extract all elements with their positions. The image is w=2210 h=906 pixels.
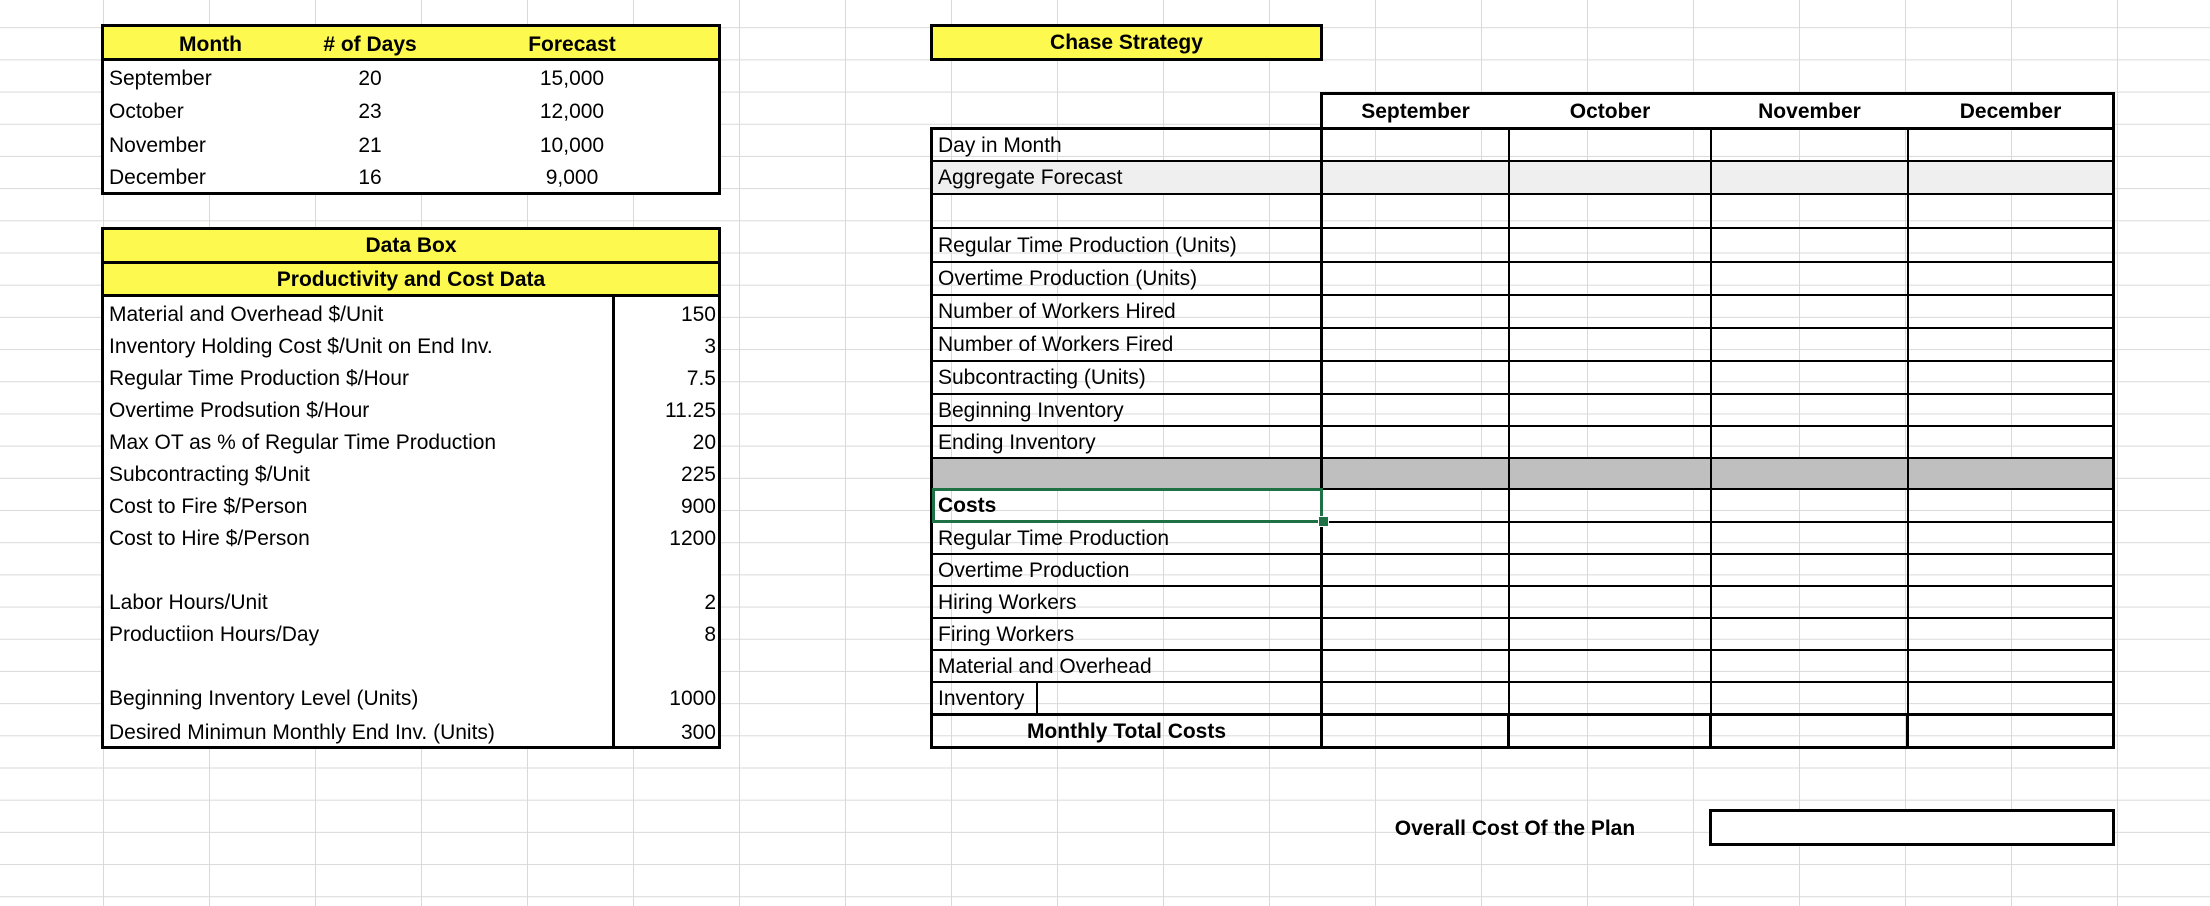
data-box-label[interactable]: Desired Minimun Monthly End Inv. (Units) — [109, 720, 495, 744]
chase-row-label[interactable]: Regular Time Production (Units) — [938, 233, 1237, 257]
forecast-value-cell[interactable]: 15,000 — [539, 66, 605, 90]
chase-month-december[interactable]: December — [1959, 99, 2062, 123]
overall-cost-input[interactable] — [1709, 809, 2115, 846]
chase-month-september[interactable]: September — [1361, 99, 1470, 123]
costs-header-cell[interactable]: Costs — [938, 494, 997, 517]
data-box-value[interactable]: 1000 — [669, 686, 716, 710]
total-cell-divider — [1709, 713, 1712, 749]
data-box-label[interactable]: Cost to Hire $/Person — [109, 526, 310, 550]
forecast-header-month[interactable]: Month — [179, 32, 242, 56]
forecast-month-cell[interactable]: September — [109, 66, 212, 90]
chase-month-november[interactable]: November — [1758, 99, 1861, 123]
forecast-value-cell[interactable]: 12,000 — [539, 99, 605, 123]
monthly-total-label[interactable]: Monthly Total Costs — [1026, 719, 1227, 743]
data-box-value[interactable]: 150 — [680, 302, 716, 326]
cost-row-label[interactable]: Material and Overhead — [938, 654, 1152, 678]
data-box-value[interactable]: 8 — [704, 622, 716, 646]
total-cell-divider — [1507, 713, 1510, 749]
data-box-subtitle-divider — [101, 294, 721, 297]
forecast-header-forecast[interactable]: Forecast — [528, 32, 616, 56]
chase-row-label[interactable]: Overtime Production (Units) — [938, 267, 1198, 290]
overall-cost-label[interactable]: Overall Cost Of the Plan — [1394, 816, 1636, 840]
data-box-value[interactable]: 7.5 — [686, 366, 716, 390]
grid-row-line — [930, 457, 2115, 459]
chase-row-label[interactable]: Subcontracting (Units) — [938, 366, 1146, 389]
data-box-label[interactable]: Subcontracting $/Unit — [109, 462, 310, 486]
data-box-subtitle[interactable]: Productivity and Cost Data — [104, 264, 718, 294]
forecast-value-cell[interactable]: 10,000 — [539, 133, 605, 157]
data-box-value[interactable]: 2 — [704, 590, 716, 614]
forecast-days-cell[interactable]: 20 — [358, 66, 382, 90]
forecast-days-cell[interactable]: 16 — [358, 165, 382, 189]
forecast-days-cell[interactable]: 23 — [358, 99, 382, 123]
cost-row-label[interactable]: Inventory — [938, 686, 1025, 710]
forecast-days-cell[interactable]: 21 — [358, 133, 382, 157]
forecast-month-cell[interactable]: November — [109, 133, 206, 157]
chase-title[interactable]: Chase Strategy — [1050, 31, 1203, 54]
cost-row-label[interactable]: Overtime Production — [938, 558, 1130, 582]
total-cell-divider — [1906, 713, 1909, 749]
grid-row-line — [930, 193, 2115, 195]
data-box-title[interactable]: Data Box — [104, 230, 718, 261]
forecast-header-days[interactable]: # of Days — [323, 32, 417, 56]
data-box-value[interactable]: 11.25 — [665, 398, 716, 422]
data-box-value[interactable]: 300 — [680, 720, 716, 744]
data-box-label[interactable]: Productiion Hours/Day — [109, 622, 320, 646]
data-box-value[interactable]: 900 — [680, 494, 716, 518]
chase-row-label[interactable]: Number of Workers Hired — [938, 300, 1176, 323]
data-box-label[interactable]: Overtime Prodsution $/Hour — [109, 398, 370, 422]
data-box-value[interactable]: 225 — [680, 462, 716, 486]
inventory-cell-divider — [1036, 683, 1038, 714]
data-box-label[interactable]: Beginning Inventory Level (Units) — [109, 686, 419, 710]
grid-bottom-border — [930, 746, 2115, 749]
data-box-label[interactable]: Regular Time Production $/Hour — [109, 366, 409, 390]
grid-row-line — [930, 681, 2115, 683]
cost-row-label[interactable]: Firing Workers — [938, 622, 1075, 646]
selected-cell-outline[interactable] — [932, 488, 1323, 523]
chase-row-label[interactable]: Day in Month — [938, 133, 1062, 157]
data-box-label[interactable]: Material and Overhead $/Unit — [109, 302, 384, 326]
data-box-value[interactable]: 1200 — [669, 526, 716, 550]
forecast-month-cell[interactable]: October — [109, 99, 184, 123]
month-column-divider — [1907, 127, 1909, 749]
data-box-label[interactable]: Cost to Fire $/Person — [109, 494, 308, 518]
separator-band — [933, 458, 2112, 488]
chase-row-label[interactable]: Ending Inventory — [938, 430, 1096, 454]
chase-row-label[interactable]: Beginning Inventory — [938, 398, 1124, 422]
forecast-month-cell[interactable]: December — [109, 165, 206, 189]
data-box-label[interactable]: Max OT as % of Regular Time Production — [109, 430, 497, 454]
data-box-value[interactable]: 3 — [704, 334, 716, 358]
cost-row-label[interactable]: Hiring Workers — [938, 590, 1077, 614]
month-column-divider — [1710, 127, 1712, 749]
chase-row-label[interactable]: Aggregate Forecast — [938, 166, 1123, 189]
chase-row-label[interactable]: Number of Workers Fired — [938, 333, 1174, 356]
chase-month-october[interactable]: October — [1569, 99, 1651, 123]
data-box-label[interactable]: Inventory Holding Cost $/Unit on End Inv. — [109, 334, 493, 358]
grid-right-border — [2112, 127, 2115, 749]
data-box-label[interactable]: Labor Hours/Unit — [109, 590, 268, 614]
data-box-value[interactable]: 20 — [692, 430, 716, 454]
forecast-value-cell[interactable]: 9,000 — [545, 165, 599, 189]
cost-row-label[interactable]: Regular Time Production — [938, 526, 1170, 550]
